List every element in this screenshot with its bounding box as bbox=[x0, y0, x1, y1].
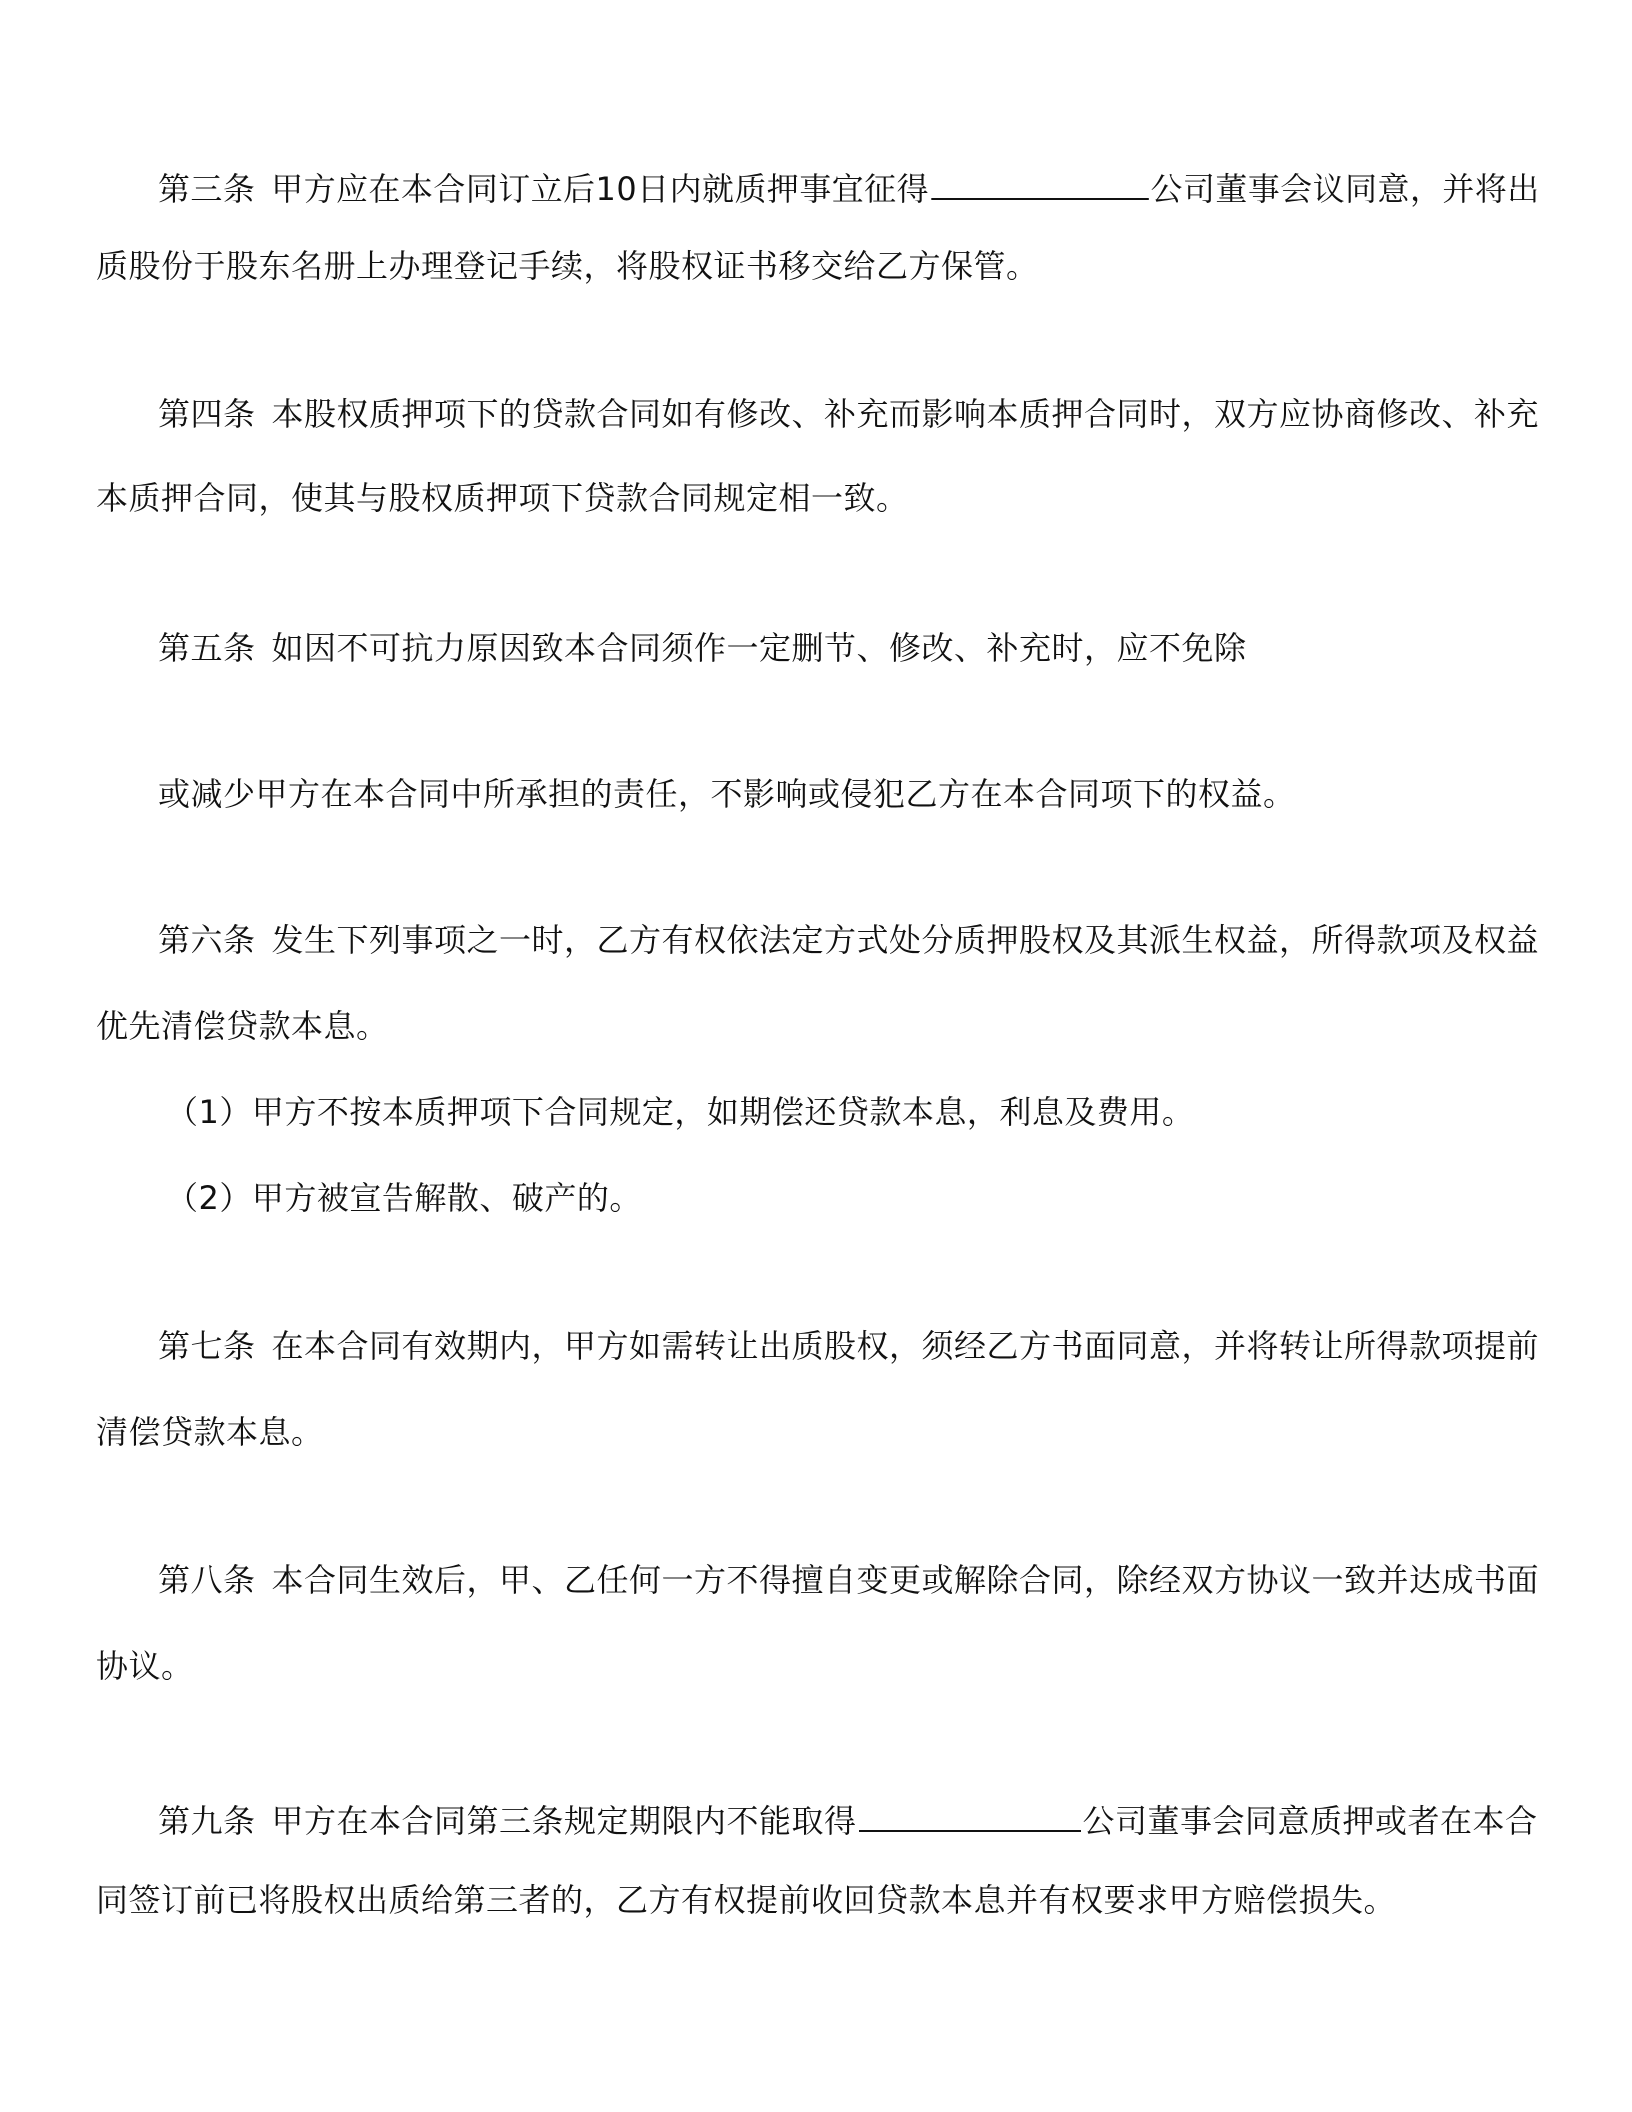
article-4-text: 本股权质押项下的贷款合同如有修改、补充而影响本质押合同时，双方应协商修改、补充 bbox=[271, 395, 1540, 433]
article-4-line-1 bbox=[158, 394, 1539, 434]
article-5-line-2: 或减少甲方在本合同中所承担的责任，不影响或侵犯乙方在本合同项下的权益。 bbox=[158, 775, 1296, 813]
article-5-text: 如因不可抗力原因致本合同须作一定删节、修改、补充时，应不免除 bbox=[271, 629, 1247, 667]
article-7-line-1 bbox=[158, 1326, 1539, 1366]
article-6-label: 第六条 bbox=[158, 921, 256, 959]
article-6-item-1: （1）甲方不按本质押项下合同规定，如期偿还贷款本息，利息及费用。 bbox=[166, 1093, 1195, 1131]
article-8-line-2: 协议。 bbox=[96, 1647, 194, 1685]
article-8-line-1 bbox=[158, 1560, 1539, 1600]
article-6-line-2: 优先清偿贷款本息。 bbox=[96, 1007, 389, 1045]
article-6-item-2: （2）甲方被宣告解散、破产的。 bbox=[166, 1179, 642, 1217]
article-6-line-1 bbox=[158, 920, 1539, 960]
article-3-line-1 bbox=[158, 164, 1540, 209]
article-9-label: 第九条 bbox=[158, 1802, 256, 1840]
article-4-label: 第四条 bbox=[158, 395, 256, 433]
article-9-company-blank bbox=[859, 1796, 1081, 1832]
article-9-line-1 bbox=[158, 1796, 1538, 1841]
article-9-text-a: 甲方在本合同第三条规定期限内不能取得 bbox=[271, 1802, 857, 1840]
article-3-line-2: 质股份于股东名册上办理登记手续，将股权证书移交给乙方保管。 bbox=[96, 247, 1039, 285]
article-5-label: 第五条 bbox=[158, 629, 256, 667]
article-9-text-b: 公司董事会同意质押或者在本合 bbox=[1082, 1802, 1538, 1840]
article-8-label: 第八条 bbox=[158, 1561, 256, 1599]
article-9-line-2: 同签订前已将股权出质给第三者的，乙方有权提前收回贷款本息并有权要求甲方赔偿损失。 bbox=[96, 1881, 1397, 1919]
article-7-line-2: 清偿贷款本息。 bbox=[96, 1413, 324, 1451]
article-7-text: 在本合同有效期内，甲方如需转让出质股权，须经乙方书面同意，并将转让所得款项提前 bbox=[271, 1327, 1540, 1365]
article-3-text-a: 甲方应在本合同订立后10日内就质押事宜征得 bbox=[271, 170, 930, 208]
article-3-text-b: 公司董事会议同意，并将出 bbox=[1150, 170, 1540, 208]
article-3-company-blank bbox=[931, 164, 1149, 200]
article-8-text: 本合同生效后，甲、乙任何一方不得擅自变更或解除合同，除经双方协议一致并达成书面 bbox=[271, 1561, 1540, 1599]
article-4-line-2: 本质押合同，使其与股权质押项下贷款合同规定相一致。 bbox=[96, 479, 909, 517]
article-7-label: 第七条 bbox=[158, 1327, 256, 1365]
article-5-line-1 bbox=[158, 628, 1247, 668]
article-6-text: 发生下列事项之一时，乙方有权依法定方式处分质押股权及其派生权益，所得款项及权益 bbox=[271, 921, 1540, 959]
article-3-label: 第三条 bbox=[158, 170, 256, 208]
